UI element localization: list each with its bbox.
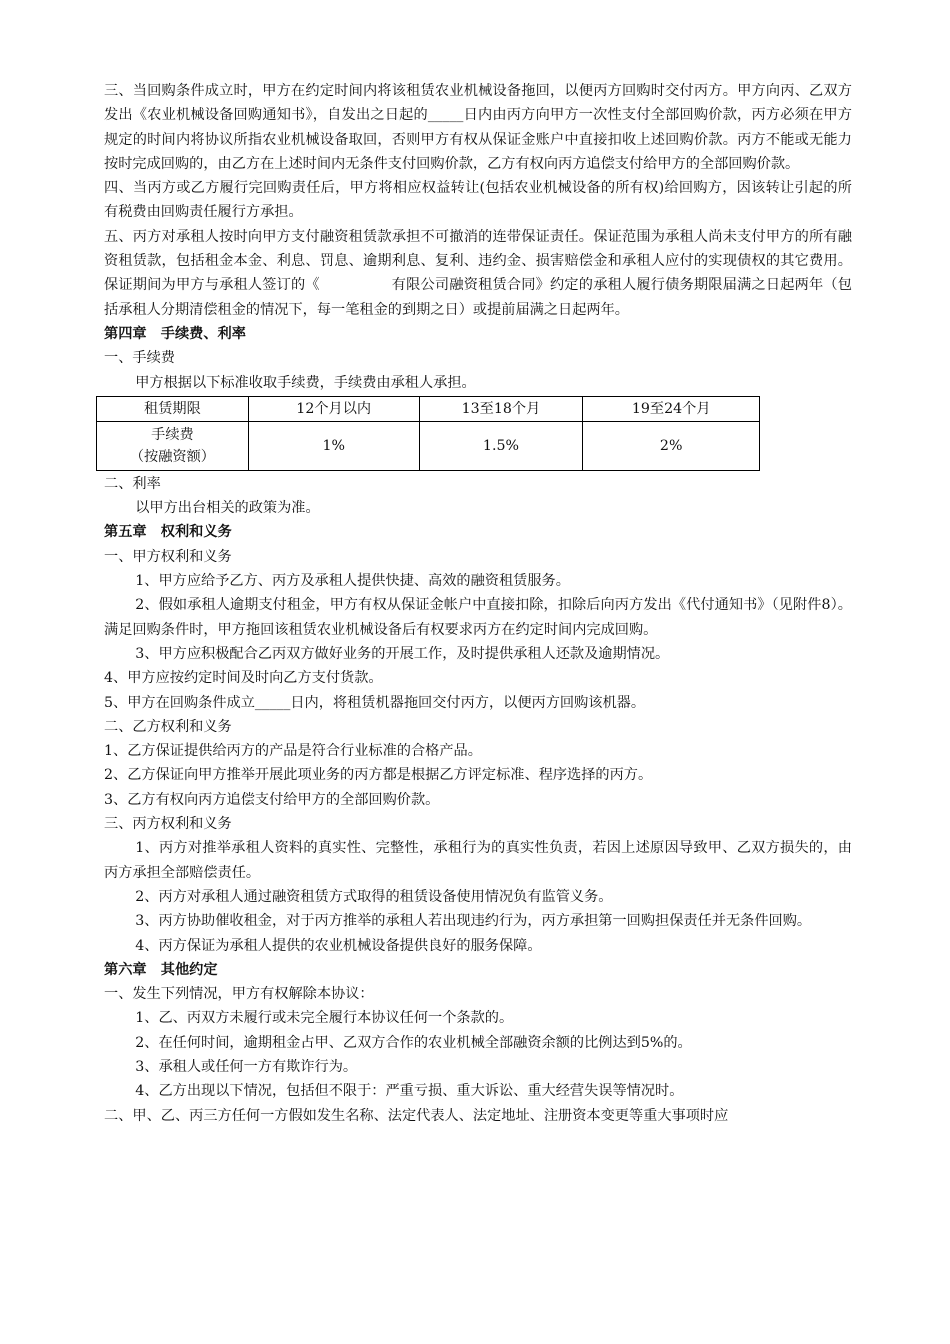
clause-2-changes: 二、甲、乙、丙三方任何一方假如发生名称、法定代表人、法定地址、注册资本变更等重大事项时应 [104, 1107, 729, 1124]
party-c-item-1: 1、丙方对推举承租人资料的真实性、完整性，承租行为的真实性负责，若因上述原因导致甲、乙双方损失的，由丙方承担全部赔偿责任。 [104, 840, 852, 881]
fee-table-value-cell: 1% [248, 421, 419, 470]
party-c-heading: 三、丙方权利和义务 [104, 816, 232, 833]
party-a-item-3: 3、甲方应积极配合乙丙双方做好业务的开展工作，及时提供承租人还款及逾期情况。 [135, 645, 670, 662]
chapter-6-heading: 第六章 其他约定 [104, 961, 218, 978]
section-interest-heading: 二、利率 [104, 475, 161, 492]
fee-table-header-cell: 12个月以内 [248, 396, 419, 421]
party-b-heading: 二、乙方权利和义务 [104, 718, 232, 735]
party-c-item-2: 2、丙方对承租人通过融资租赁方式取得的租赁设备使用情况负有监管义务。 [135, 888, 613, 905]
party-a-item-4: 4、甲方应按约定时间及时向乙方支付货款。 [104, 670, 383, 687]
fee-table-header-row [97, 396, 760, 421]
party-c-item-4: 4、丙方保证为承租人提供的农业机械设备提供良好的服务保障。 [135, 937, 542, 954]
termination-item-3: 3、承租人或任何一方有欺诈行为。 [135, 1058, 358, 1075]
section-fee-heading: 一、手续费 [104, 350, 175, 367]
fee-label-line1: 手续费 [151, 426, 194, 443]
document-body [104, 79, 852, 1128]
termination-heading: 一、发生下列情况，甲方有权解除本协议： [104, 986, 374, 1003]
termination-item-4: 4、乙方出现以下情况，包括但不限于：严重亏损、重大诉讼、重大经营失误等情况时。 [135, 1083, 684, 1100]
party-b-item-3: 3、乙方有权向丙方追偿支付给甲方的全部回购价款。 [104, 791, 440, 808]
party-a-item-2: 2、假如承租人逾期支付租金，甲方有权从保证金帐户中直接扣除，扣除后向丙方发出《代付通知书》（见附件8）。满足回购条件时，甲方拖回该租赁农业机械设备后有权要求丙方在约定时间内完成回购。 [104, 597, 852, 638]
clause-4-transfer: 四、当丙方或乙方履行完回购责任后，甲方将相应权益转让(包括农业机械设备的所有权)给回购方，因该转让引起的所有税费由回购责任履行方承担。 [104, 180, 852, 221]
party-c-item-3: 3、丙方协助催收租金，对于丙方推举的承租人若出现违约行为，丙方承担第一回购担保责任并无条件回购。 [135, 913, 812, 930]
fee-table-value-cell: 1.5% [419, 421, 583, 470]
fee-table-header-cell: 租赁期限 [97, 396, 249, 421]
chapter-4-heading: 第四章 手续费、利率 [104, 325, 246, 342]
fee-label-line2: （按融资额） [129, 448, 215, 465]
termination-item-1: 1、乙、丙双方未履行或未完全履行本协议任何一个条款的。 [135, 1010, 514, 1027]
termination-item-2: 2、在任何时间，逾期租金占甲、乙双方合作的农业机械全部融资余额的比例达到5%的。 [135, 1034, 692, 1051]
clause-3-repurchase: 三、当回购条件成立时，甲方在约定时间内将该租赁农业机械设备拖回，以便丙方回购时交付丙方。甲方向丙、乙双方发出《农业机械设备回购通知书》，自发出之日起的_____日内由丙方向甲方一次性支付全部回购价款，丙方必须在甲方规定的时间内将协议所指农业机械设备取回，否则甲方有权从保证金账户中直接扣收上述回购价款。丙方不能或无能力按时完成回购的，由乙方在上述时间内无条件支付回购价款，乙方有权向丙方追偿支付给甲方的全部回购价款。 [104, 83, 852, 172]
fee-intro-text: 甲方根据以下标准收取手续费，手续费由承租人承担。 [135, 374, 476, 391]
clause-5-guarantee: 五、丙方对承租人按时向甲方支付融资租赁款承担不可撤消的连带保证责任。保证范围为承租人尚未支付甲方的所有融资租赁款，包括租金本金、利息、罚息、逾期利息、复利、违约金、损害赔偿金和承租人应付的实现债权的其它费用。保证期间为甲方与承租人签订的《 有限公司融资租赁合同》约定的承租人履行债务期限届满之日起两年（包括承租人分期清偿租金的情况下，每一笔租金的到期之日）或提前届满之日起两年。 [104, 228, 852, 318]
fee-table-header-cell: 19至24个月 [583, 396, 760, 421]
fee-table [96, 396, 760, 471]
fee-table-header-cell: 13至18个月 [419, 396, 583, 421]
fee-table-value-cell: 2% [583, 421, 760, 470]
chapter-5-heading: 第五章 权利和义务 [104, 524, 232, 541]
party-a-heading: 一、甲方权利和义务 [104, 548, 232, 565]
fee-table-data-row [97, 421, 760, 470]
party-a-item-1: 1、甲方应给予乙方、丙方及承租人提供快捷、高效的融资租赁服务。 [135, 573, 570, 590]
interest-text: 以甲方出台相关的政策为准。 [135, 500, 320, 517]
fee-table-row-label [97, 421, 249, 470]
party-a-item-5: 5、甲方在回购条件成立_____日内，将租赁机器拖回交付丙方，以便丙方回购该机器。 [104, 694, 646, 711]
party-b-item-1: 1、乙方保证提供给丙方的产品是符合行业标准的合格产品。 [104, 743, 482, 760]
party-b-item-2: 2、乙方保证向甲方推举开展此项业务的丙方都是根据乙方评定标准、程序选择的丙方。 [104, 767, 653, 784]
